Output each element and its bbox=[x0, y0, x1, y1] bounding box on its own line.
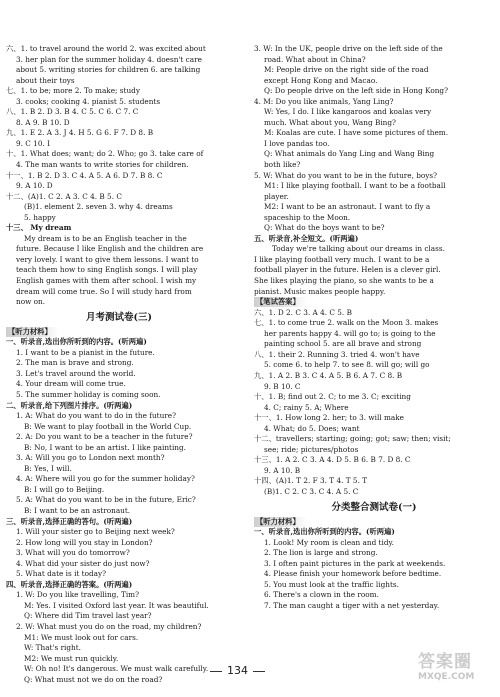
text-line: now on. bbox=[16, 297, 46, 307]
text-line: 5. You must look at the traffic lights. bbox=[264, 579, 399, 589]
text-line: 七、1. to be; more 2. To make; study bbox=[6, 86, 140, 96]
text-line: 八、1. their 2. Running 3. tried 4. won't have bbox=[254, 349, 420, 359]
text-line: 5. come 6. to help 7. to see 8. will go; will go bbox=[264, 360, 430, 370]
text-line: 六、1. D 2. C 3. A 4. C 5. B bbox=[254, 307, 352, 317]
section-ribbon-label: 【听力材料】 bbox=[6, 327, 59, 337]
text-line: about their toys bbox=[16, 75, 75, 85]
text-line: 1. W: Do you like travelling, Tim? bbox=[16, 590, 140, 600]
text-line: 4. C; rainy 5. A; Where bbox=[264, 402, 349, 412]
text-line: about 5. writing stories for children 6. are talking bbox=[16, 65, 201, 75]
dash-left bbox=[210, 671, 222, 672]
text-line: 三、听录音,选择正确的答句。(听两遍) bbox=[6, 516, 133, 526]
text-line: 七、1. to come true 2. walk on the Moon 3. makes bbox=[254, 318, 439, 328]
text-line: 5. A: What do you want to be in the future, Eric? bbox=[16, 495, 196, 505]
text-line: M1: I like playing football. I want to be a football bbox=[264, 181, 446, 191]
section-title: 月考测试卷(三) bbox=[86, 311, 152, 323]
text-line: I like playing football very much. I want to be a bbox=[254, 254, 430, 264]
text-line: Q: What do the boys want to be? bbox=[264, 223, 385, 233]
text-line: 4. Please finish your homework before bedtime. bbox=[264, 569, 442, 579]
text-line: M2: We must run quickly. bbox=[24, 653, 119, 663]
text-line: 九、1. A 2. B 3. C 4. A 5. B 6. A 7. C 8. B bbox=[254, 370, 403, 380]
text-line: M2: I want to be an astronaut. I want to fly a bbox=[264, 202, 431, 212]
text-line: 7. The man caught a tiger with a net yesterday. bbox=[264, 600, 440, 610]
text-line: 二、听录音,给下列图片排序。(听两遍) bbox=[6, 400, 133, 410]
watermark-url: MXQE.COM bbox=[418, 672, 475, 682]
text-line: 六、1. to travel around the world 2. was excited about bbox=[6, 44, 206, 53]
dash-right bbox=[253, 671, 265, 672]
text-line: 3. I often paint pictures in the park at weekends. bbox=[264, 558, 446, 568]
section-ribbon bbox=[254, 517, 494, 528]
text-line: 1. I want to be a pianist in the future. bbox=[16, 347, 155, 357]
text-line: B: I will go to Beijing. bbox=[24, 484, 105, 494]
page-number bbox=[205, 664, 270, 677]
text-line: B: I want to be an astronaut. bbox=[24, 505, 131, 515]
text-line: Q: Do people drive on the left side in Hong Kong? bbox=[264, 86, 449, 96]
text-line: 2. A: Do you want to be a teacher in the future? bbox=[16, 432, 193, 442]
text-line: 1. Will your sister go to Beijing next week? bbox=[16, 527, 175, 537]
text-line: 4. Your dream will come true. bbox=[16, 379, 126, 389]
text-line: 八、1. B 2. D 3. B 4. C 5. C 6. C 7. C bbox=[6, 107, 139, 117]
text-line: W: That's right. bbox=[24, 643, 82, 653]
section-ribbon bbox=[254, 297, 494, 308]
text-line: B: Yes, I will. bbox=[24, 463, 72, 473]
text-line: Q: Where did Tim travel last year? bbox=[24, 611, 152, 621]
text-line: (B)1. C 2. C 3. C 4. A 5. C bbox=[264, 486, 359, 496]
watermark-title: 答案圈 bbox=[418, 652, 472, 672]
text-line: 3. Let's travel around the world. bbox=[16, 368, 136, 378]
text-line: 一、听录音,选出你所听到的内容。(听两遍) bbox=[6, 337, 147, 347]
section-title: 分类整合测试卷(一) bbox=[331, 501, 417, 513]
text-line: 1. Look! My room is clean and tidy. bbox=[264, 537, 394, 547]
text-line: 十一、1. How long 2. her; to 3. will make bbox=[254, 413, 404, 423]
text-line: see; ride; pictures/photos bbox=[264, 444, 359, 454]
text-line: 十、1. What does; want; do 2. Who; go 3. take care of bbox=[6, 149, 204, 159]
text-line: 4. The man wants to write stories for children. bbox=[16, 160, 189, 170]
text-line: M: Koalas are cute. I have some pictures of them. bbox=[264, 128, 449, 138]
text-line: 十二、(A)1. C 2. A 3. C 4. B 5. C bbox=[6, 191, 122, 201]
left-column bbox=[6, 44, 232, 685]
text-line: 3. W: In the UK, people drive on the left side of the bbox=[254, 44, 443, 53]
text-line: much. What about you, Wang Bing? bbox=[264, 117, 396, 127]
text-line: 4. What did your sister do just now? bbox=[16, 558, 150, 568]
text-line: She likes playing the piano, so she wants to be a bbox=[254, 276, 434, 286]
text-line: 4. M: Do you like animals, Yang Ling? bbox=[254, 96, 394, 106]
text-line: road. What about in China? bbox=[264, 54, 366, 64]
text-line: 一、听录音,选出你所听到的内容。(听两遍) bbox=[254, 527, 395, 537]
text-line: player. bbox=[264, 191, 289, 201]
text-line: 4. A: Where will you go for the summer holiday? bbox=[16, 474, 195, 484]
text-line: 2. How long will you stay in London? bbox=[16, 537, 153, 547]
text-line: 十、1. B; find out 2. C; to me 3. C; exciting bbox=[254, 392, 411, 402]
text-line: 8. A 9. B 10. D bbox=[16, 117, 70, 127]
text-line: 2. W: What must you do on the road, my children? bbox=[16, 621, 202, 631]
page-number-text: 134 bbox=[227, 664, 248, 677]
text-line: future. Because I like English and the children are bbox=[16, 244, 204, 254]
text-line: 3. A: Will you go to London next month? bbox=[16, 453, 165, 463]
text-line: except Hong Kong and Macao. bbox=[264, 75, 378, 85]
text-line: 9. B 10. C bbox=[264, 381, 301, 391]
text-line: Q: What animals do Yang Ling and Wang Bing bbox=[264, 149, 435, 159]
text-line: 5. What date is it today? bbox=[16, 569, 107, 579]
text-line: painting school 5. are all brave and strong bbox=[264, 339, 422, 349]
text-line: football player in the future. Helen is a clever girl. bbox=[254, 265, 441, 275]
text-line: M1: We must look out for cars. bbox=[24, 632, 139, 642]
text-line: 9. A 10. D bbox=[16, 181, 53, 191]
text-line: 十一、1. B 2. D 3. C 4. A 5. A 6. D 7. B 8. C bbox=[6, 170, 163, 180]
section-ribbon-label: 【笔试答案】 bbox=[254, 297, 307, 307]
text-line: 1. A: What do you want to do in the future? bbox=[16, 411, 176, 421]
text-line: dream will come true. So I will study hard from bbox=[16, 286, 192, 296]
text-line: 十三、 My dream bbox=[6, 223, 72, 233]
text-line: B: We want to play football in the World Cup. bbox=[24, 421, 192, 431]
text-line: 6. There's a clown in the room. bbox=[264, 590, 379, 600]
text-line: M: People drive on the right side of the road bbox=[264, 65, 429, 75]
text-line: W: Oh no! It's dangerous. We must walk carefully. bbox=[24, 664, 209, 674]
text-line: 3. her plan for the summer holiday 4. doesn't care bbox=[16, 54, 202, 64]
text-line: B: No, I want to be an artist. I like painting. bbox=[24, 442, 186, 452]
text-line: 十二、travellers; starting; going; got; saw; then; visit; bbox=[254, 434, 451, 444]
text-line: both like? bbox=[264, 160, 301, 170]
text-line: 4. What; do 5. Does; want bbox=[264, 423, 360, 433]
text-line: (B)1. element 2. seven 3. why 4. dreams bbox=[24, 202, 173, 212]
text-line: 9. C 10. I bbox=[16, 138, 50, 148]
text-line: 5. happy bbox=[24, 212, 56, 222]
section-ribbon bbox=[6, 327, 232, 338]
text-line: teach them how to sing English songs. I will play bbox=[16, 265, 198, 275]
text-line: very lovely. I want to give them lessons. I want to bbox=[16, 254, 199, 264]
text-line: 5. The summer holiday is coming soon. bbox=[16, 389, 161, 399]
text-line: 3. cooks; cooking 4. pianist 5. students bbox=[16, 96, 161, 106]
section-ribbon-label: 【听力材料】 bbox=[254, 517, 307, 527]
text-line: 5. W: What do you want to be in the future, boys? bbox=[254, 170, 438, 180]
right-column bbox=[254, 44, 494, 611]
text-line: her parents happy 4. will go to; is going to the bbox=[264, 328, 436, 338]
text-line: 十四、(A)1. T 2. F 3. T 4. T 5. T bbox=[254, 476, 368, 486]
text-line: 2. The man is brave and strong. bbox=[16, 358, 134, 368]
text-line: W: Yes, I do. I like kangaroos and koalas very bbox=[264, 107, 432, 117]
text-line: Today we're talking about our dreams in class. bbox=[272, 244, 445, 254]
text-line: 2. The lion is large and strong. bbox=[264, 548, 378, 558]
watermark-logo bbox=[418, 647, 500, 697]
text-line: 九、1. E 2. A 3. J 4. H 5. G 6. F 7. D 8. B bbox=[6, 128, 154, 138]
text-line: English games with them after school. I wish my bbox=[16, 276, 197, 286]
text-line: I love pandas too. bbox=[264, 138, 330, 148]
text-line: 五、听录音,补全短文。(听两遍) bbox=[254, 233, 359, 243]
text-line: Q: What must not we do on the road? bbox=[24, 674, 163, 684]
text-line: My dream is to be an English teacher in the bbox=[24, 233, 187, 243]
text-line: 十三、1. A 2. C 3. A 4. D 5. B 6. B 7. D 8. C bbox=[254, 455, 411, 465]
text-line: 3. What will you do tomorrow? bbox=[16, 548, 130, 558]
text-line: 9. A 10. B bbox=[264, 465, 301, 475]
text-line: 四、听录音,选择正确的答案。(听两遍) bbox=[6, 579, 133, 589]
text-line: pianist. Music makes people happy. bbox=[254, 286, 386, 296]
text-line: spaceship to the Moon. bbox=[264, 212, 351, 222]
text-line: M: Yes. I visited Oxford last year. It was beautiful. bbox=[24, 600, 209, 610]
